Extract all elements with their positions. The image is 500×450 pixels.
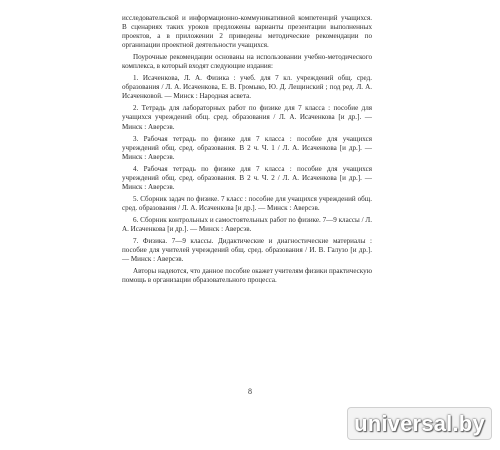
reference-item-5: 5. Сборник задач по физике. 7 класс : пособие для учащихся учреждений общ. сред. образования / Л. А. Исаченкова [и др.]. — Минск : Аверсэв. [122, 194, 372, 212]
reference-item-3: 3. Рабочая тетрадь по физике для 7 класса : пособие для учащихся учреждений общ. сред. образования. В 2 ч. Ч. 1 / Л. А. Исаченкова [и др.]. — Минск : Аверсэв. [122, 134, 372, 161]
reference-item-2: 2. Тетрадь для лабораторных работ по физике для 7 класса : пособие для учащихся учреждений общ. сред. образования / Л. А. Исаченкова [и др.]. — Минск : Аверсэв. [122, 104, 372, 131]
reference-item-7: 7. Физика. 7—9 классы. Дидактические и диагностические материалы : пособие для учителей учреждений общ. сред. образования / И. В. Галузо [и др.]. — Минск : Аверсэв. [122, 237, 372, 264]
lead-paragraph: Поурочные рекомендации основаны на использовании учебно-методического комплекса, в который входят следующие издания: [122, 53, 372, 71]
page-number: 8 [248, 387, 252, 396]
reference-item-4: 4. Рабочая тетрадь по физике для 7 класса : пособие для учащихся учреждений общ. сред. образования. В 2 ч. Ч. 2 / Л. А. Исаченкова [и др.]. — Минск : Аверсэв. [122, 164, 372, 191]
watermark-logo: universal.by [347, 407, 492, 440]
reference-item-6: 6. Сборник контрольных и самостоятельных работ по физике. 7—9 классы / Л. А. Исаченкова [и др.]. — Минск : Аверсэв. [122, 215, 372, 233]
reference-item-1: 1. Исаченкова, Л. А. Физика : учеб. для 7 кл. учреждений общ. сред. образования / Л. А. Исаченкова, Е. В. Громыко, Ю. Д. Лещинский ; под ред. Л. А. Исаченковой. — Минск : Народная асвета. [122, 74, 372, 101]
page-text [122, 14, 372, 285]
intro-paragraph: исследовательской и информационно-коммуникативной компетенций учащихся. В сценариях таких уроков предложены варианты презентации выполненных проектов, а в приложении 2 приведены методические рекомендации по организации проектной деятельности учащихся. [122, 14, 372, 50]
closing-paragraph: Авторы надеются, что данное пособие окажет учителям физики практическую помощь в организации образовательного процесса. [122, 267, 372, 285]
